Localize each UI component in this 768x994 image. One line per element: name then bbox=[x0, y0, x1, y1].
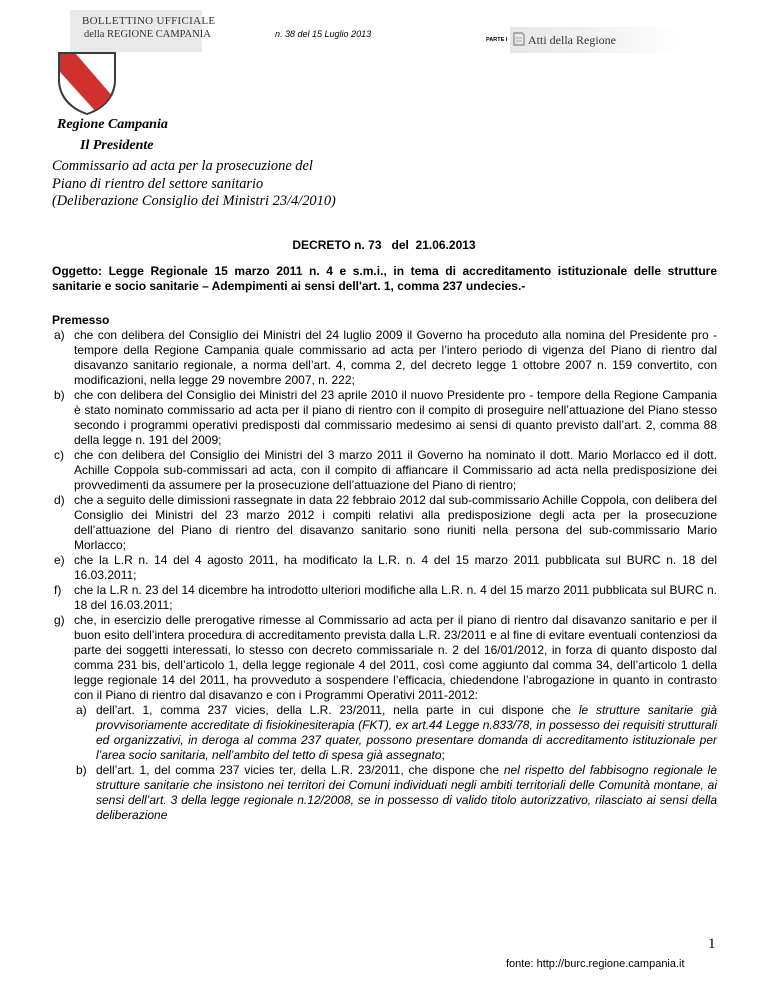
list-item bbox=[52, 613, 717, 823]
bollettino-title: BOLLETTINO UFFICIALE bbox=[82, 15, 216, 27]
sub-list-item bbox=[74, 703, 717, 763]
item-label: c) bbox=[54, 448, 64, 462]
item-text: che con delibera del Consiglio dei Ministri del 24 luglio 2009 il Governo ha proceduto alla nomina del Presidente pro - tempore della Regione Campania quale commissario ad acta per l’intero periodo di vigenza del Piano di rientro dal disavanzo sanitario regionale, a norma dell’art. 4, comma 2, del decreto legge 1 ottobre 2007 n. 159 convertito, con modificazioni, nella legge 29 novembre 2007, n. 222; bbox=[74, 328, 717, 387]
sub-list bbox=[74, 703, 717, 823]
item-text: che con delibera del Consiglio dei Ministri del 3 marzo 2011 il Governo ha nominato il dott. Mario Morlacco ed il dott. Achille Coppola sub-commissari ad acta, con il compito di affiancare il Commissario ad acta nella predisposizione dei provvedimenti da assumere per la prosecuzione dell’attuazione del Piano di rientro; bbox=[74, 448, 717, 492]
item-label: b) bbox=[54, 388, 65, 402]
list-item bbox=[52, 388, 717, 448]
regione-campania-crest-icon bbox=[54, 50, 120, 116]
sub-list-item bbox=[74, 763, 717, 823]
item-label: a) bbox=[54, 328, 65, 342]
item-text: che con delibera del Consiglio dei Ministri del 23 aprile 2010 il nuovo Presidente pro - tempore della Regione Campania è stato nominato commissario ad acta per il piano di rientro con il compito di proseguire nell’attuazione del Piano stesso secondo i programmi operativi predisposti dal commissario medesimo ai sensi di quanto previsto dall’art. 2, comma 88 della legge n. 191 del 2009; bbox=[74, 388, 717, 447]
list-item bbox=[52, 328, 717, 388]
sub-item-text: dell’art. 1, comma 237 vicies, della L.R. 23/2011, nella parte in cui dispone che bbox=[96, 703, 579, 717]
presidente-heading: Il Presidente bbox=[80, 138, 154, 153]
item-text: che la L.R n. 14 del 4 agosto 2011, ha modificato la L.R. n. 4 del 15 marzo 2011 pubblicata sul BURC n. 18 del 16.03.2011; bbox=[74, 553, 717, 582]
premesso-list bbox=[52, 328, 717, 823]
regione-campania-heading: Regione Campania bbox=[57, 117, 168, 132]
commissario-line: Piano di rientro del settore sanitario bbox=[52, 175, 264, 192]
sub-item-quote: le strutture sanitarie già provvisoriamente accreditate di fisiokinesiterapia (FKT), ex art.44 Legge n.833/78, in possesso dei requisiti strutturali ed organizzativi, in deroga al comma 237 quater, possono presentare domanda di accreditamento istituzionale per l’area socio sanitaria, nell’ambito del tetto di spesa già assegnato bbox=[96, 703, 717, 762]
sub-item-quote: nel rispetto del fabbisogno regionale le strutture sanitarie che insistono nei territori dei Comuni individuati negli ambiti territoriali delle Comunità montane, ai sensi dell’art. 3 della legge regionale n.12/2008, se in possesso di valido titolo autorizzativo, rilasciato ai sensi della deliberazione bbox=[96, 763, 717, 822]
sub-item-label: b) bbox=[76, 763, 87, 777]
item-label: d) bbox=[54, 493, 65, 507]
commissario-description bbox=[52, 158, 336, 211]
list-item bbox=[52, 493, 717, 553]
issue-number: n. 38 del 15 Luglio 2013 bbox=[275, 29, 372, 39]
decree-title: DECRETO n. 73 del 21.06.2013 bbox=[292, 238, 476, 252]
premesso-heading: Premesso bbox=[52, 313, 110, 327]
list-item bbox=[52, 553, 717, 583]
sub-item-label: a) bbox=[76, 703, 87, 717]
commissario-line: Commissario ad acta per la prosecuzione del bbox=[52, 158, 313, 174]
parte-label: PARTE I bbox=[486, 37, 508, 43]
item-label: e) bbox=[54, 553, 65, 567]
sub-item-end: ; bbox=[441, 748, 445, 762]
item-label: f) bbox=[54, 583, 62, 597]
item-text: che a seguito delle dimissioni rassegnate in data 22 febbraio 2012 dal sub-commissario Achille Coppola, con delibera del Consiglio dei Ministri del 23 marzo 2012 i compiti relativi alla predisposizione degli acta per la prosecuzione dell’attuazione del Piano di rientro del disavanzo sanitario sono riuniti nella persona del sub-commissario Mario Morlacco; bbox=[74, 493, 717, 552]
parte-title: Atti della Regione bbox=[528, 33, 616, 47]
item-text: che, in esercizio delle prerogative rimesse al Commissario ad acta per il piano di rientro dal disavanzo sanitario e per il buon esito dell’intera procedura di accreditamento prevista dalla L.R. 23/2011 e al fine di evitare eventuali contenziosi da parte dei soggetti interessati, lo stesso con decreto commissariale n. 2 del 16/01/2012, in forza di quanto disposto dal comma 231 bis, dell’articolo 1, della legge regionale 4 del 2011, così come aggiunto dal comma 34, dell’articolo 1 della legge regionale 14 del 2011, ha provveduto a sospendere l’efficacia, chiedendone l’abrogazione in quanto in contrasto con il Piano di rientro dal disavanzo e con i Programmi Operativi 2011-2012: bbox=[74, 613, 717, 702]
list-item bbox=[52, 583, 717, 613]
source-note: fonte: http://burc.regione.campania.it bbox=[506, 958, 685, 970]
page-number: 1 bbox=[708, 936, 716, 952]
list-item bbox=[52, 448, 717, 493]
bollettino-subtitle: della REGIONE CAMPANIA bbox=[84, 29, 211, 40]
section-emblem-icon bbox=[512, 31, 526, 47]
commissario-line: (Deliberazione Consiglio dei Ministri 23/4/2010) bbox=[52, 193, 336, 209]
item-text: che la L.R n. 23 del 14 dicembre ha introdotto ulteriori modifiche alla L.R. n. 4 del 15 marzo 2011 pubblicata sul BURC n. 18 del 16.03.2011; bbox=[74, 583, 717, 612]
sub-item-text: dell’art. 1, del comma 237 vicies ter, della L.R. 23/2011, che dispone che bbox=[96, 763, 504, 777]
decree-subject: Oggetto: Legge Regionale 15 marzo 2011 n. 4 e s.m.i., in tema di accreditamento istituzionale delle strutture sanitarie e socio sanitarie – Adempimenti ai sensi dell'art. 1, comma 237 undecies.- bbox=[52, 264, 717, 293]
item-label: g) bbox=[54, 613, 65, 627]
